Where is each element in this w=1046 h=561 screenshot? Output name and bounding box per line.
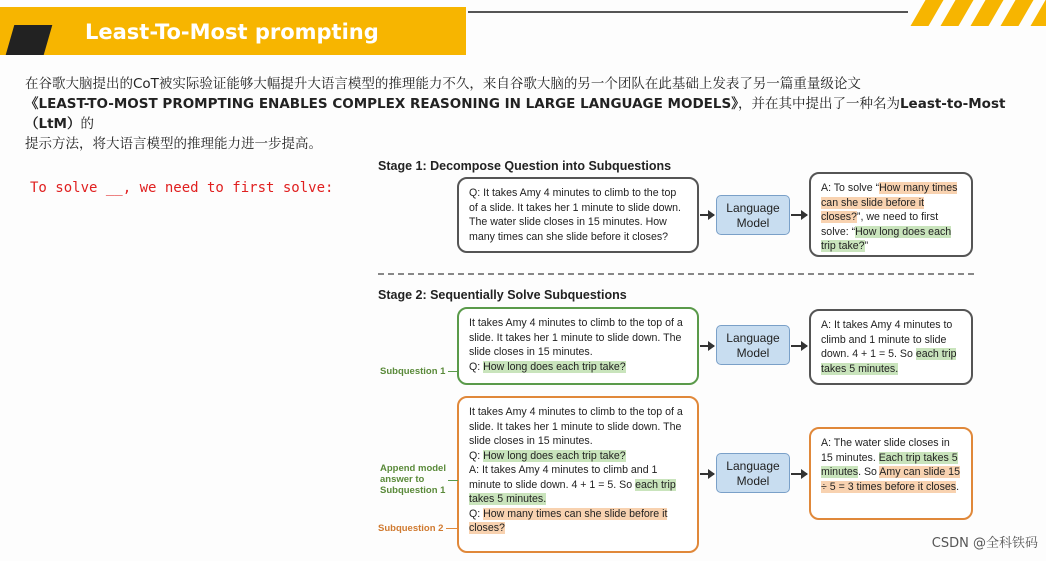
answer-text: A: It takes Amy 4 minutes to climb and 1 minute to slide down. 4 + 1 = 5. So <box>469 464 658 491</box>
highlight-green: each trip takes 5 minutes. <box>469 478 676 505</box>
connector-line <box>448 480 458 481</box>
append-label: Append model answer to Subquestion 1 <box>380 463 446 496</box>
subquestion1-answer-box <box>809 309 973 385</box>
context-text: It takes Amy 4 minutes to climb to the top of a slide. It takes her 1 minute to slide down. The slide closes in 15 minutes. <box>469 406 683 447</box>
subquestion2-label: Subquestion 2 <box>378 523 444 534</box>
q-prefix: Q: <box>469 360 484 373</box>
answer-text: ” <box>864 240 869 252</box>
arrow-icon <box>700 214 714 216</box>
answer-text: . So <box>858 466 880 478</box>
intro-line3: 提示方法，将大语言模型的推理能力进一步提高。 <box>25 136 322 152</box>
highlight-green: How long does each trip take? <box>483 360 626 373</box>
intro-line2-end: 的 <box>80 116 94 132</box>
answer-text: A: It takes Amy 4 minutes to climb and 1 minute to slide down. 4 + 1 = 5. So <box>821 319 953 360</box>
header-divider <box>468 11 908 13</box>
context-text: It takes Amy 4 minutes to climb to the top of a slide. It takes her 1 minute to slide down. The slide closes in 15 minutes. <box>469 317 683 358</box>
subquestion1-label: Subquestion 1 <box>380 366 446 377</box>
stage-divider <box>378 273 974 275</box>
stage1-title: Stage 1: Decompose Question into Subquestions <box>378 159 672 173</box>
subquestion2-box <box>457 396 699 553</box>
arrow-icon <box>791 345 807 347</box>
page-title: Least-To-Most prompting <box>85 20 379 44</box>
prompt-template: To solve __, we need to first solve: <box>30 180 334 196</box>
q-prefix: Q: <box>469 507 484 520</box>
paper-title: 《LEAST-TO-MOST PROMPTING ENABLES COMPLEX REASONING IN LARGE LANGUAGE MODELS》 <box>25 96 738 112</box>
connector-line <box>446 528 458 529</box>
q-prefix: Q: <box>469 449 484 462</box>
stage1-answer-box <box>809 172 973 257</box>
intro-line2-mid: ，并在其中提出了一种名为 <box>737 96 900 112</box>
intro-line1: 在谷歌大脑提出的CoT被实际验证能够大幅提升大语言模型的推理能力不久，来自谷歌大脑的另一个团队在此基础上发表了另一篇重量级论文 <box>25 76 861 92</box>
arrow-icon <box>700 473 714 475</box>
language-model-block: Language Model <box>716 195 790 235</box>
title-parallelogram-icon <box>6 25 53 55</box>
stage1-question-box <box>457 177 699 253</box>
language-model-block: Language Model <box>716 453 790 493</box>
highlight-green: How long does each trip take? <box>483 449 626 462</box>
subquestion1-box <box>457 307 699 385</box>
stage1-question: Q: It takes Amy 4 minutes to climb to the top of a slide. It takes her 1 minute to slide down. The water slide closes in 15 minutes. How many times can she slide before it closes? <box>469 187 681 243</box>
language-model-block: Language Model <box>716 325 790 365</box>
arrow-icon <box>700 345 714 347</box>
highlight-orange: How many times can she slide before it closes? <box>469 507 668 534</box>
highlight-green: Each trip takes 5 minutes <box>821 451 958 478</box>
decorative-stripes <box>906 0 1046 26</box>
answer-text: . <box>956 480 960 493</box>
connector-line <box>448 371 458 372</box>
highlight-orange: How many times can she slide before it closes? <box>821 182 958 223</box>
highlight-green: each trip takes 5 minutes. <box>821 348 957 375</box>
highlight-green: How long does each trip take? <box>821 225 952 252</box>
watermark: CSDN @全科铁码 <box>931 536 1038 551</box>
subquestion2-answer-box <box>809 427 973 520</box>
highlight-orange: Amy can slide 15 ÷ 5 = 3 times before it closes <box>821 466 960 493</box>
answer-text: A: To solve “ <box>821 182 880 194</box>
intro-paragraph <box>25 74 1035 154</box>
answer-text: ”, we need to first solve: “ <box>821 211 939 238</box>
arrow-icon <box>791 214 807 216</box>
answer-text: A: The water slide closes in 15 minutes. <box>821 437 950 464</box>
stage2-title: Stage 2: Sequentially Solve Subquestions <box>378 288 627 302</box>
title-bar <box>0 7 466 55</box>
method-name: Least-to-Most（LtM） <box>25 96 1006 132</box>
arrow-icon <box>791 473 807 475</box>
